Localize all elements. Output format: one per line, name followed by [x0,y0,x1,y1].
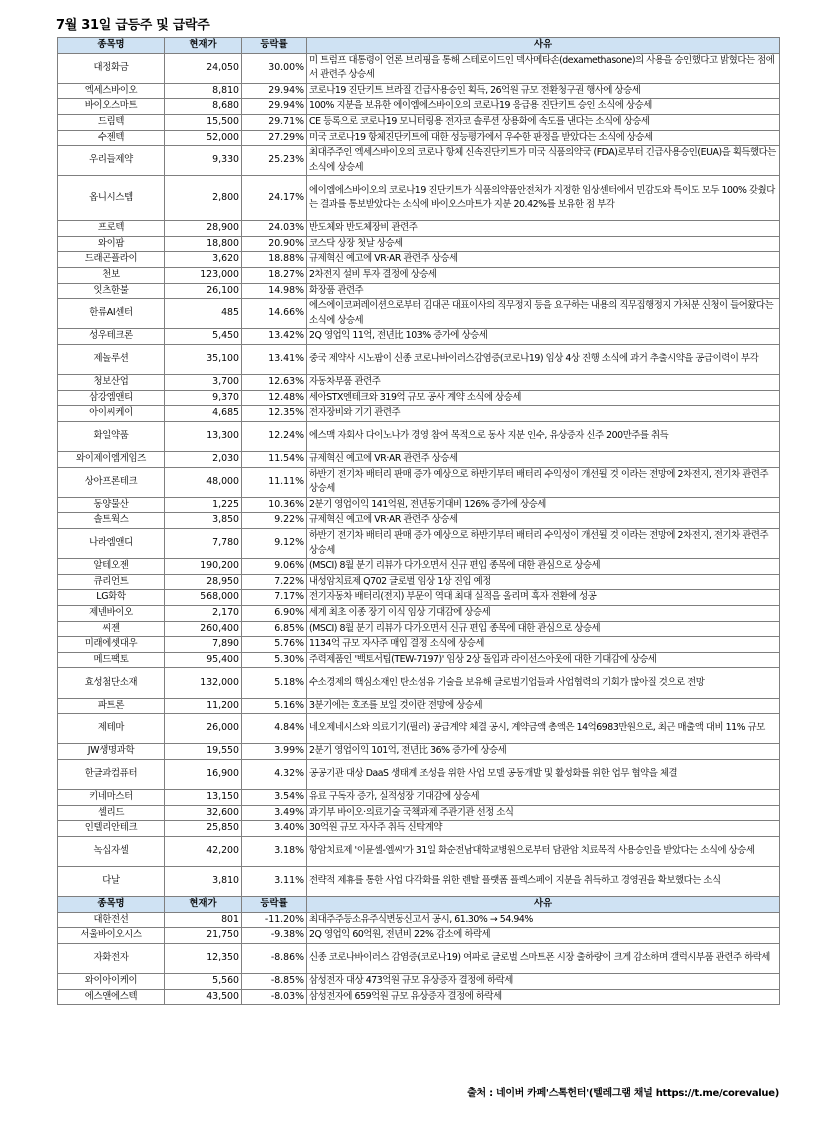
table-row [58,53,780,83]
stock-name: 삼강엠앤티 [58,390,165,406]
stock-price: 24,050 [165,53,242,83]
stock-reason: 최대주주인 엑세스바이오의 코로나 항체 신속진단키트가 미국 식품의약국 (FDA)로부터 긴급사용승인(EUA)을 획득했다는 소식에 상승세 [307,146,780,176]
stock-name: 제테마 [58,714,165,744]
stock-change: 5.76% [242,637,307,653]
table-row [58,821,780,837]
stock-change: 9.12% [242,529,307,559]
stock-change: 18.88% [242,252,307,268]
stock-name: 한글과컴퓨터 [58,759,165,789]
stock-reason: CE 등록으로 코로나19 모니터링용 전자코 솔루션 상용화에 속도를 낸다는 소식에 상승세 [307,114,780,130]
stock-name: 바이오스마트 [58,99,165,115]
stock-change: 29.94% [242,99,307,115]
stock-name: 메드팩토 [58,652,165,668]
stock-name: 한류AI센터 [58,299,165,329]
stock-price: 123,000 [165,267,242,283]
losers-header-row [58,897,780,913]
stock-reason: 1134억 규모 자사주 매입 결정 소식에 상승세 [307,637,780,653]
stock-change: 3.49% [242,805,307,821]
stock-change: 14.98% [242,283,307,299]
change-header: 등락률 [242,38,307,54]
name-header: 종목명 [58,897,165,913]
table-row [58,836,780,866]
stock-price: 5,450 [165,329,242,345]
stock-price: 2,800 [165,176,242,221]
stock-price: 260,400 [165,621,242,637]
stock-price: 7,890 [165,637,242,653]
stock-name: 프로텍 [58,221,165,237]
stock-reason: 세아STX엔테크와 319억 규모 공사 계약 소식에 상승세 [307,390,780,406]
table-row [58,236,780,252]
stock-name: 솔트웍스 [58,513,165,529]
stock-price: 11,200 [165,698,242,714]
table-row [58,406,780,422]
stock-change: 12.24% [242,421,307,451]
stock-price: 16,900 [165,759,242,789]
stock-name: 대정화금 [58,53,165,83]
stock-name: 천보 [58,267,165,283]
source-note: 출처 : 네이버 카페'스톡헌터'(텔레그램 채널 https://t.me/corevalue) [467,1088,779,1099]
stock-price: 26,100 [165,283,242,299]
gainers-header-row [58,38,780,54]
stock-name: 키네마스터 [58,790,165,806]
stock-change: 24.03% [242,221,307,237]
stock-change: -8.85% [242,974,307,990]
stock-price: 8,810 [165,83,242,99]
stock-name: 대한전선 [58,912,165,928]
stock-price: 35,100 [165,344,242,374]
stock-reason: 신종 코로나바이러스 감염증(코로나19) 여파로 글로벌 스마트폰 시장 출하량이 크게 감소하며 갤럭시부품 관련주 하락세 [307,944,780,974]
stock-price: 3,810 [165,867,242,897]
stock-change: 5.18% [242,668,307,698]
table-row [58,529,780,559]
stock-change: 10.36% [242,497,307,513]
stock-change: 18.27% [242,267,307,283]
stock-change: 6.85% [242,621,307,637]
stock-change: 30.00% [242,53,307,83]
table-row [58,912,780,928]
stock-name: 제놀루션 [58,344,165,374]
table-row [58,714,780,744]
stock-change: 13.41% [242,344,307,374]
stock-name: 동양물산 [58,497,165,513]
table-row [58,867,780,897]
stock-price: 7,780 [165,529,242,559]
table-row [58,652,780,668]
stock-reason: 100% 지분을 보유한 에이엠에스바이오의 코로나19 응급용 진단키트 승인 소식에 상승세 [307,99,780,115]
stock-reason: 에스맥 자회사 다이노나가 경영 참여 목적으로 동사 지분 인수, 유상증자 신주 200만주를 취득 [307,421,780,451]
stock-change: 4.84% [242,714,307,744]
stock-table-body [58,38,780,1005]
stock-change: 12.48% [242,390,307,406]
stock-name: JW생명과학 [58,744,165,760]
stock-price: 26,000 [165,714,242,744]
table-row [58,114,780,130]
table-row [58,146,780,176]
stock-name: 성우테크론 [58,329,165,345]
table-row [58,176,780,221]
stock-change: 25.23% [242,146,307,176]
table-row [58,668,780,698]
table-row [58,497,780,513]
stock-change: 13.42% [242,329,307,345]
stock-reason: 미국 코로나19 항체진단키트에 대한 성능평가에서 우수한 판정을 받았다는 소식에 상승세 [307,130,780,146]
stock-price: 4,685 [165,406,242,422]
stock-name: 드래곤플라이 [58,252,165,268]
reason-header: 사유 [307,38,780,54]
table-row [58,375,780,391]
stock-reason: 전자장비와 기기 관련주 [307,406,780,422]
stock-reason: 2Q 영업익 11억, 전년比 103% 증가에 상승세 [307,329,780,345]
stock-price: 13,150 [165,790,242,806]
table-row [58,267,780,283]
table-row [58,621,780,637]
stock-change: -11.20% [242,912,307,928]
price-header: 현재가 [165,38,242,54]
stock-reason: 공공기관 대상 DaaS 생태계 조성을 위한 사업 모델 공동개발 및 활성화를 위한 업무 협약을 체결 [307,759,780,789]
stock-price: 52,000 [165,130,242,146]
stock-change: 9.22% [242,513,307,529]
stock-reason: 항암치료제 '이뮨셀-엘씨'가 31일 화순전남대학교병원으로부터 담관암 치료목적 사용승인을 받았다는 소식에 상승세 [307,836,780,866]
stock-name: 파트론 [58,698,165,714]
stock-name: LG화학 [58,590,165,606]
table-row [58,698,780,714]
stock-change: 11.11% [242,467,307,497]
stock-price: 2,030 [165,452,242,468]
stock-change: 7.22% [242,574,307,590]
stock-change: 29.71% [242,114,307,130]
stock-change: 3.99% [242,744,307,760]
table-row [58,637,780,653]
stock-price: 42,200 [165,836,242,866]
stock-change: 27.29% [242,130,307,146]
stock-reason: 삼성전자에 659억원 규모 유상증자 결정에 하락세 [307,989,780,1005]
stock-reason: 내성암치료제 Q702 글로벌 임상 1상 진입 예정 [307,574,780,590]
stock-reason: 화장품 관련주 [307,283,780,299]
change-header: 등락률 [242,897,307,913]
table-row [58,344,780,374]
stock-change: 7.17% [242,590,307,606]
stock-reason: 유료 구독자 증가, 실적성장 기대감에 상승세 [307,790,780,806]
stock-price: 3,850 [165,513,242,529]
stock-price: 801 [165,912,242,928]
stock-reason: 하반기 전기차 배터리 판매 증가 예상으로 하반기부터 배터리 수익성이 개선될 것 이라는 전망에 2차전지, 전기차 관련주 상승세 [307,529,780,559]
stock-reason: 3분기에는 호조를 보일 것이란 전망에 상승세 [307,698,780,714]
table-row [58,421,780,451]
stock-reason: 하반기 전기차 배터리 판매 증가 예상으로 하반기부터 배터리 수익성이 개선될 것 이라는 전망에 2차전지, 전기차 관련주 상승세 [307,467,780,497]
stock-price: 2,170 [165,605,242,621]
table-row [58,329,780,345]
stock-price: 95,400 [165,652,242,668]
stock-reason: 코로나19 진단키트 브라질 긴급사용승인 획득, 26억원 규모 전환청구권 행사에 상승세 [307,83,780,99]
stock-reason: 2Q 영업익 60억원, 전년비 22% 감소에 하락세 [307,928,780,944]
stock-reason: 세계 최초 이종 장기 이식 임상 기대감에 상승세 [307,605,780,621]
table-row [58,605,780,621]
table-row [58,559,780,575]
stock-name: 와이아이케이 [58,974,165,990]
stock-price: 32,600 [165,805,242,821]
table-row [58,130,780,146]
table-row [58,590,780,606]
stock-reason: 2분기 영업이익 141억원, 전년동기대비 126% 증가에 상승세 [307,497,780,513]
stock-reason: 에스에이코퍼레이션으로부터 김대곤 대표이사의 직무정지 등을 요구하는 내용의 직무집행정지 가처분 신청이 들어왔다는 소식에 상승세 [307,299,780,329]
stock-price: 132,000 [165,668,242,698]
stock-name: 셀리드 [58,805,165,821]
stock-name: 드림텍 [58,114,165,130]
stock-table [57,37,780,1005]
stock-price: 28,950 [165,574,242,590]
stock-name: 알테오젠 [58,559,165,575]
stock-reason: 2분기 영업이익 101억, 전년比 36% 증가에 상승세 [307,744,780,760]
stock-price: 1,225 [165,497,242,513]
stock-name: 와이팜 [58,236,165,252]
stock-name: 효성첨단소재 [58,668,165,698]
stock-change: 12.63% [242,375,307,391]
stock-price: 485 [165,299,242,329]
stock-reason: 중국 제약사 시노팜이 신종 코로나바이러스감염증(코로나19) 임상 4상 진행 소식에 과거 추출시약을 공급이력이 부각 [307,344,780,374]
stock-reason: 코스닥 상장 첫날 상승세 [307,236,780,252]
stock-reason: 주력제품인 '백토서팁(TEW-7197)' 임상 2상 돌입과 라이선스아웃에 대한 기대감에 상승세 [307,652,780,668]
table-row [58,283,780,299]
stock-name: 와이제이엠게임즈 [58,452,165,468]
stock-name: 에스앤에스텍 [58,989,165,1005]
stock-change: -9.38% [242,928,307,944]
stock-name: 다날 [58,867,165,897]
table-row [58,252,780,268]
table-row [58,989,780,1005]
table-row [58,744,780,760]
stock-reason: 네오제네시스와 의료기기(필러) 공급계약 체결 공시, 계약금액 총액은 14억6983만원으로, 최근 매출액 대비 11% 규모 [307,714,780,744]
stock-price: 5,560 [165,974,242,990]
reason-header: 사유 [307,897,780,913]
table-row [58,390,780,406]
stock-reason: 자동차부품 관련주 [307,375,780,391]
stock-price: 12,350 [165,944,242,974]
stock-reason: 전기자동차 배터리(전지) 부문이 역대 최대 실적을 올리며 흑자 전환에 성공 [307,590,780,606]
stock-name: 제넨바이오 [58,605,165,621]
stock-reason: 규제혁신 예고에 VR·AR 관련주 상승세 [307,513,780,529]
stock-name: 수젠텍 [58,130,165,146]
stock-price: 25,850 [165,821,242,837]
table-row [58,574,780,590]
stock-name: 우리들제약 [58,146,165,176]
stock-reason: (MSCI) 8월 분기 리뷰가 다가오면서 신규 편입 종목에 대한 관심으로 상승세 [307,621,780,637]
stock-price: 568,000 [165,590,242,606]
stock-reason: 2차전지 설비 투자 결정에 상승세 [307,267,780,283]
stock-name: 엑세스바이오 [58,83,165,99]
table-row [58,759,780,789]
stock-price: 19,550 [165,744,242,760]
stock-price: 13,300 [165,421,242,451]
stock-reason: 규제혁신 예고에 VR·AR 관련주 상승세 [307,252,780,268]
stock-name: 자화전자 [58,944,165,974]
stock-change: 20.90% [242,236,307,252]
stock-change: 5.16% [242,698,307,714]
table-row [58,974,780,990]
stock-price: 21,750 [165,928,242,944]
table-row [58,299,780,329]
page-title: 7월 31일 급등주 및 급락주 [56,18,210,33]
stock-reason: 30억원 규모 자사주 취득 신탁계약 [307,821,780,837]
stock-change: 3.11% [242,867,307,897]
stock-price: 3,700 [165,375,242,391]
name-header: 종목명 [58,38,165,54]
stock-price: 48,000 [165,467,242,497]
stock-change: 6.90% [242,605,307,621]
stock-reason: 삼성전자 대상 473억원 규모 유상증자 결정에 하락세 [307,974,780,990]
stock-change: -8.86% [242,944,307,974]
stock-name: 상아프론테크 [58,467,165,497]
stock-table-sheet [57,37,779,1005]
table-row [58,928,780,944]
table-row [58,99,780,115]
stock-price: 3,620 [165,252,242,268]
stock-price: 15,500 [165,114,242,130]
table-row [58,221,780,237]
stock-reason: 에이엠에스바이오의 코로나19 진단키트가 식품의약품안전처가 지정한 임상센터에서 민감도와 특이도 모두 100% 갖췄다는 결과를 통보받았다는 소식에 바이오스마트가 지분 20.42%를 보유한 점 부각 [307,176,780,221]
stock-change: 3.40% [242,821,307,837]
stock-reason: 수소경제의 핵심소재인 탄소섬유 기술을 보유해 글로벌기업들과 사업협력의 기회가 많아질 것으로 전망 [307,668,780,698]
stock-price: 43,500 [165,989,242,1005]
stock-reason: 미 트럼프 대통령이 언론 브리핑을 통해 스테로이드인 덱사메타손(dexamethasone)의 사용을 승인했다고 밝혔다는 점에서 관련주 상승세 [307,53,780,83]
stock-change: 14.66% [242,299,307,329]
stock-change: -8.03% [242,989,307,1005]
stock-price: 190,200 [165,559,242,575]
stock-price: 9,330 [165,146,242,176]
stock-reason: (MSCI) 8월 분기 리뷰가 다가오면서 신규 편입 종목에 대한 관심으로 상승세 [307,559,780,575]
stock-reason: 최대주주등소유주식변동신고서 공시, 61.30% → 54.94% [307,912,780,928]
stock-name: 나라엠앤디 [58,529,165,559]
stock-reason: 전략적 제휴를 통한 사업 다각화를 위한 렌탈 플랫폼 플렉스페이 지분을 취득하고 경영권을 확보했다는 소식 [307,867,780,897]
price-header: 현재가 [165,897,242,913]
stock-name: 잇츠한불 [58,283,165,299]
stock-price: 8,680 [165,99,242,115]
stock-change: 29.94% [242,83,307,99]
stock-name: 청보산업 [58,375,165,391]
table-row [58,944,780,974]
stock-change: 3.18% [242,836,307,866]
table-row [58,513,780,529]
stock-price: 9,370 [165,390,242,406]
stock-name: 씨젠 [58,621,165,637]
stock-name: 옵니시스템 [58,176,165,221]
stock-change: 24.17% [242,176,307,221]
stock-name: 화일약품 [58,421,165,451]
stock-name: 미래에셋대우 [58,637,165,653]
stock-name: 서울바이오시스 [58,928,165,944]
stock-name: 인텔리안테크 [58,821,165,837]
stock-change: 3.54% [242,790,307,806]
stock-change: 9.06% [242,559,307,575]
stock-change: 11.54% [242,452,307,468]
stock-change: 5.30% [242,652,307,668]
table-row [58,83,780,99]
stock-change: 4.32% [242,759,307,789]
stock-price: 28,900 [165,221,242,237]
stock-name: 녹십자셀 [58,836,165,866]
table-row [58,805,780,821]
stock-name: 큐리언트 [58,574,165,590]
table-row [58,467,780,497]
stock-reason: 규제혁신 예고에 VR·AR 관련주 상승세 [307,452,780,468]
table-row [58,790,780,806]
stock-name: 아이씨케이 [58,406,165,422]
stock-reason: 과기부 바이오·의료기술 국책과제 주관기관 선정 소식 [307,805,780,821]
table-row [58,452,780,468]
stock-price: 18,800 [165,236,242,252]
stock-change: 12.35% [242,406,307,422]
stock-reason: 반도체와 반도체장비 관련주 [307,221,780,237]
